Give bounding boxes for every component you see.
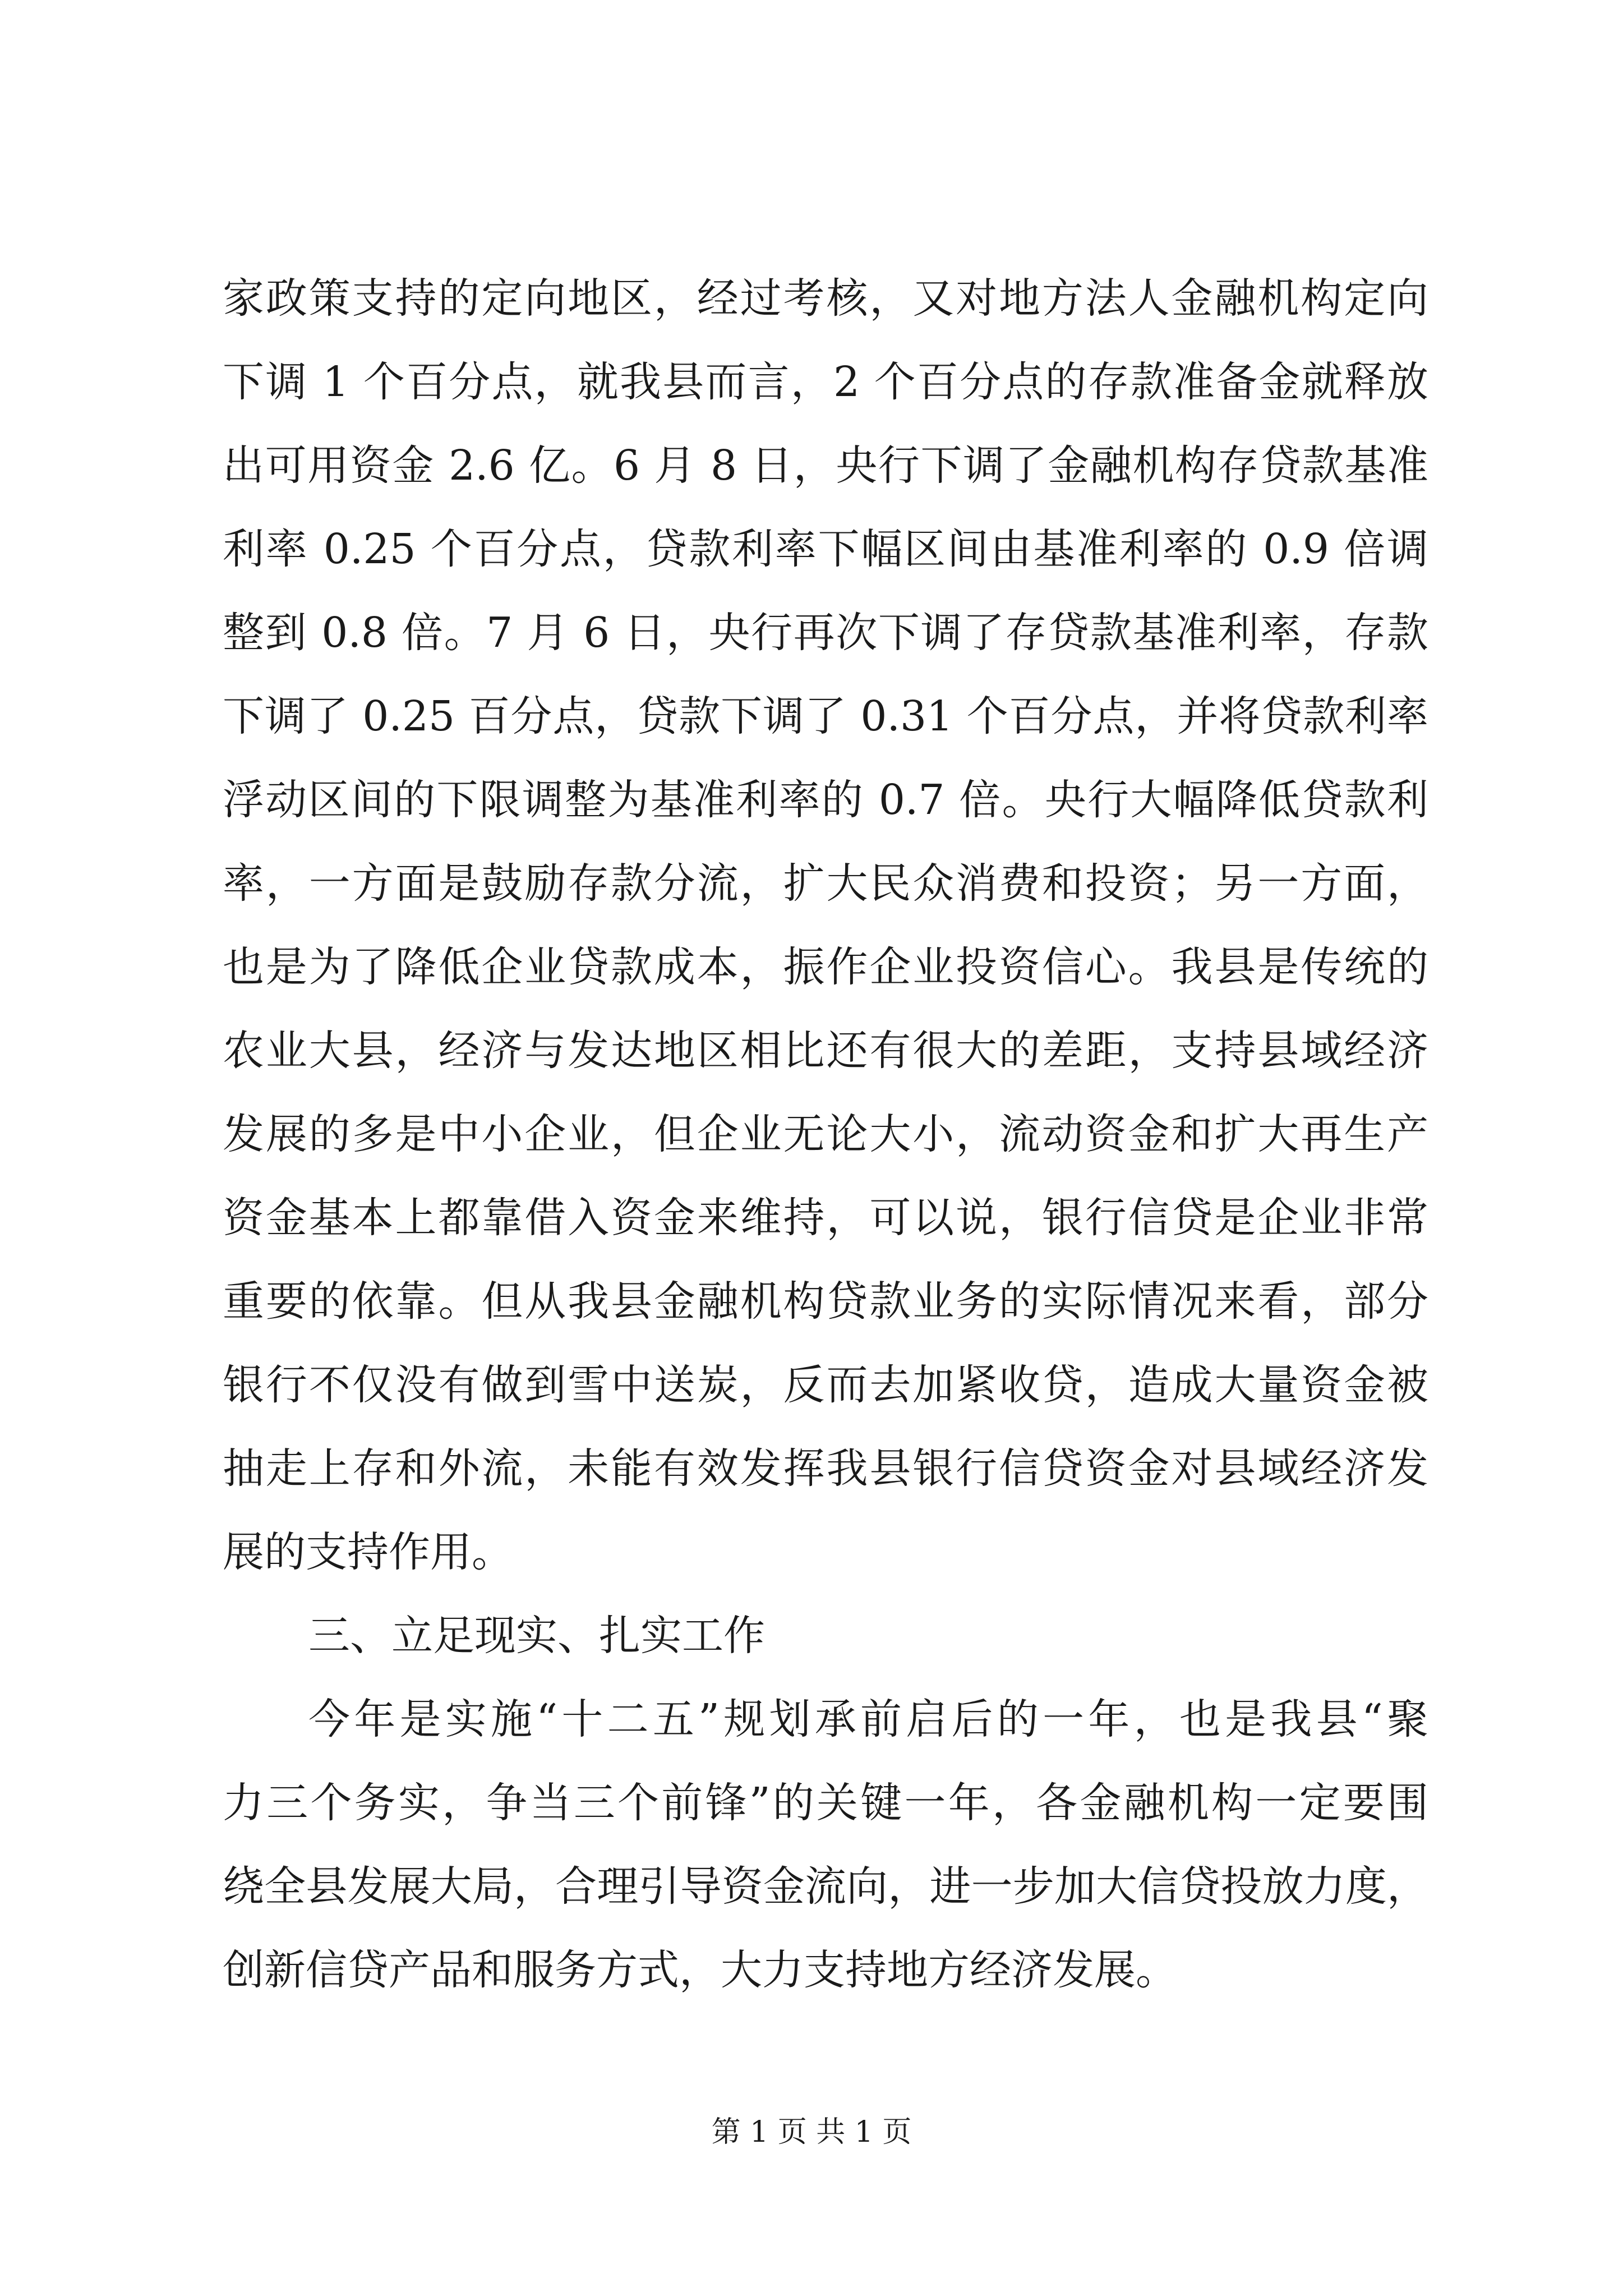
text-line: 展的支持作用。 [223,1528,513,1576]
text-line: 浮动区间的下限调整为基准利率的 0.7 倍。央行大幅降低贷款利 [223,776,1428,824]
text-line: 资金基本上都靠借入资金来维持，可以说，银行信贷是企业非常 [223,1194,1428,1242]
text-line: 出可用资金 2.6 亿。6 月 8 日，央行下调了金融机构存贷款基准 [223,441,1428,490]
text-line: 绕全县发展大局，合理引导资金流向，进一步加大信贷投放力度， [223,1862,1428,1911]
text-line: 抽走上存和外流，未能有效发挥我县银行信贷资金对县域经济发 [223,1444,1428,1493]
text-line: 银行不仅没有做到雪中送炭，反而去加紧收贷，造成大量资金被 [223,1361,1428,1409]
text-line: 今年是实施“十二五”规划承前启后的一年，也是我县“聚 [308,1695,1428,1743]
text-line: 发展的多是中小企业，但企业无论大小，流动资金和扩大再生产 [223,1110,1428,1158]
text-line: 利率 0.25 个百分点，贷款利率下幅区间由基准利率的 0.9 倍调 [223,525,1428,573]
section-heading: 三、立足现实、扎实工作 [308,1612,765,1660]
text-line: 重要的依靠。但从我县金融机构贷款业务的实际情况来看，部分 [223,1277,1428,1326]
text-line: 家政策支持的定向地区，经过考核，又对地方法人金融机构定向 [223,274,1428,323]
text-line: 力三个务实，争当三个前锋”的关键一年，各金融机构一定要围 [223,1779,1428,1827]
text-line: 率，一方面是鼓励存款分流，扩大民众消费和投资；另一方面， [223,859,1428,908]
text-line: 农业大县，经济与发达地区相比还有很大的差距，支持县域经济 [223,1027,1428,1075]
text-line: 也是为了降低企业贷款成本，振作企业投资信心。我县是传统的 [223,943,1428,991]
page-footer: 第 1 页 共 1 页 [711,2115,912,2149]
text-line: 整到 0.8 倍。7 月 6 日，央行再次下调了存贷款基准利率，存款 [223,609,1428,657]
text-line: 下调了 0.25 百分点，贷款下调了 0.31 个百分点，并将贷款利率 [223,692,1428,740]
document-body [223,257,1428,2012]
text-line: 下调 1 个百分点，就我县而言，2 个百分点的存款准备金就释放 [223,358,1428,406]
text-line: 创新信贷产品和服务方式，大力支持地方经济发展。 [223,1946,1177,1994]
